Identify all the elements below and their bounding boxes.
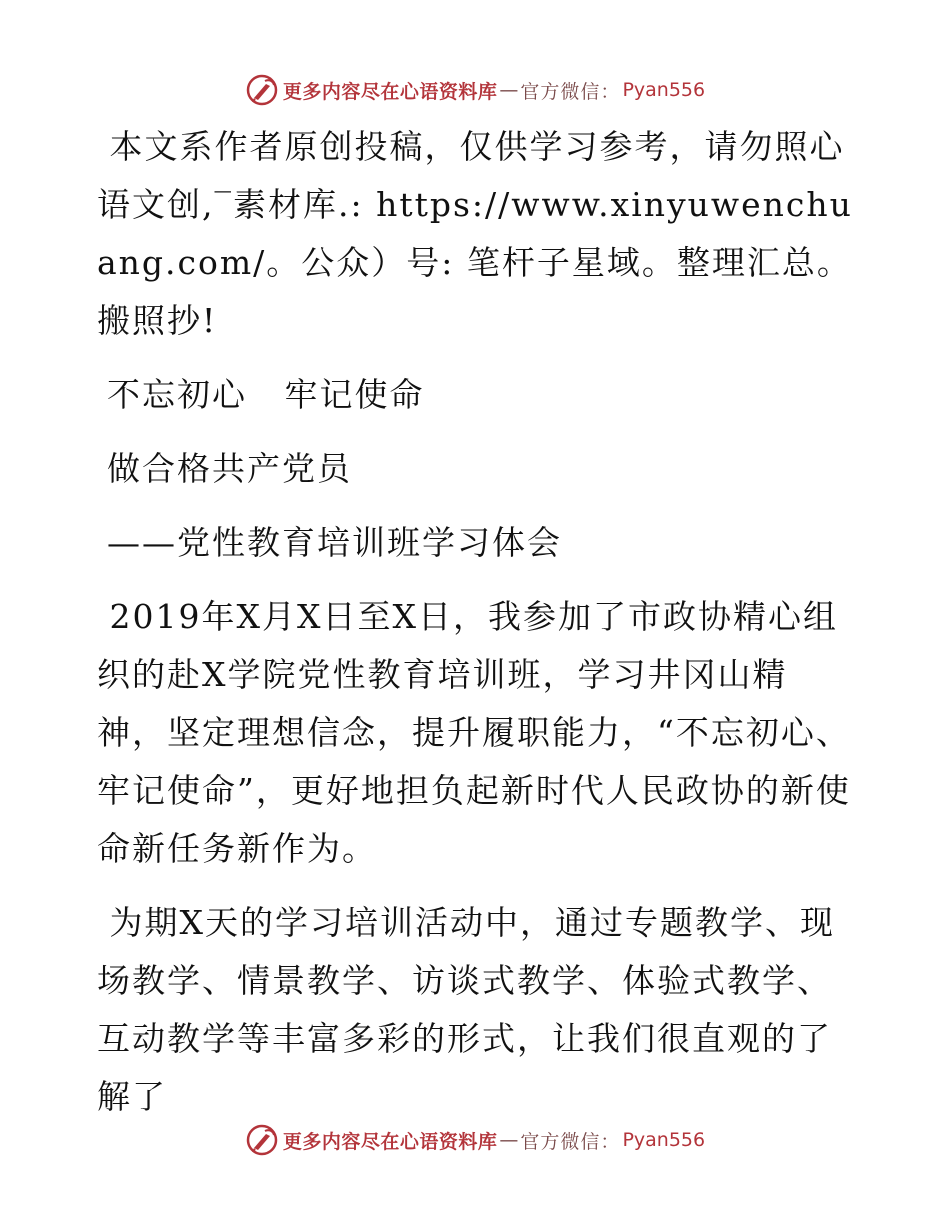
document-body: [97, 118, 857, 1126]
copyright-notice: 本文系作者原创投稿，仅供学习参考，请勿照心语文创,‾素材库.: https://www.xinyuwenchuang.com/。公众）号: 笔杆子星域。整理汇总。搬照抄!: [97, 127, 853, 340]
watermark-brand-text: 更多内容尽在心语资料库: [282, 80, 498, 103]
watermark-wechat-label: 官方微信：: [520, 1130, 621, 1153]
watermark-brand-text: 更多内容尽在心语资料库: [282, 1130, 498, 1153]
quill-pen-circle-icon: [245, 73, 279, 107]
watermark-separator: —: [499, 1129, 519, 1151]
quill-pen-circle-icon: [245, 1123, 279, 1157]
watermark-wechat-id: Pyan556: [622, 1129, 706, 1151]
document-title-line-2: 做合格共产党员: [107, 449, 352, 488]
body-paragraph: 2019年X月X日至X日，我参加了市政协精心组织的赴X学院党性教育培训班，学习井冈山精神，坚定理想信念，提升履职能力，“不忘初心、牢记使命”，更好地担负起新时代人民政协的新使命新任务新作为。: [97, 597, 851, 868]
watermark-wechat-id: Pyan556: [622, 79, 706, 101]
watermark-separator: —: [499, 79, 519, 101]
footer-watermark-banner: [0, 1120, 950, 1160]
document-subtitle: ——党性教育培训班学习体会: [107, 523, 562, 562]
watermark-wechat-label: 官方微信：: [520, 80, 621, 103]
header-watermark-banner: [0, 70, 950, 110]
body-paragraph: 为期X天的学习培训活动中，通过专题教学、现场教学、情景教学、访谈式教学、体验式教学、互动教学等丰富多彩的形式，让我们很直观的了解了: [97, 903, 835, 1116]
document-title-line-1: 不忘初心 牢记使命: [107, 375, 425, 414]
